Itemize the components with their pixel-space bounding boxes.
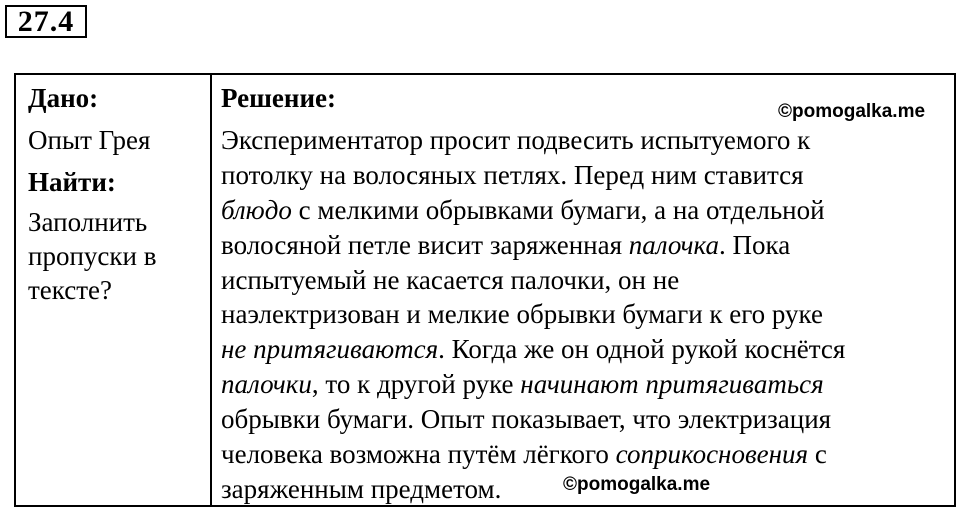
column-divider	[210, 75, 212, 505]
solution-text	[221, 123, 951, 507]
watermark-bottom: ©pomogalka.me	[563, 474, 711, 495]
italic-term: блюдо	[221, 194, 292, 225]
text-segment: с мелкими обрывками бумаги, а на отдельной	[291, 194, 825, 225]
solution-line	[221, 158, 951, 193]
text-segment: наэлектризован и мелкие обрывки бумаги к его руке	[221, 299, 823, 330]
find-value	[28, 205, 203, 307]
text-segment: с	[808, 439, 827, 470]
solution-line	[221, 402, 951, 437]
given-column	[28, 81, 203, 307]
find-heading: Найти:	[28, 167, 116, 197]
solution-heading: Решение:	[221, 83, 336, 113]
text-segment: Экспериментатор просит подвесить испытуемого к	[221, 125, 811, 155]
solution-line	[221, 263, 951, 298]
italic-term: палочка	[628, 229, 720, 260]
text-segment: обрывки бумаги. Опыт показывает, что электризация	[221, 404, 832, 435]
find-value-line: пропуски в	[28, 241, 157, 271]
solution-line	[221, 367, 951, 402]
text-segment: волосяной петле висит заряженная	[221, 229, 629, 260]
given-value: Опыт Грея	[28, 125, 151, 155]
task-table	[14, 73, 956, 507]
text-segment: человека возможна путём лёгкого	[221, 439, 616, 470]
italic-term: палочки	[221, 369, 312, 400]
solution-line	[221, 437, 951, 472]
text-segment: . Когда же он одной рукой коснётся	[438, 334, 846, 365]
solution-line	[221, 297, 951, 332]
solution-column	[221, 81, 951, 507]
task-number: 27.4	[5, 5, 87, 38]
find-value-line: тексте?	[28, 275, 112, 305]
solution-line	[221, 193, 951, 228]
italic-term: соприкосновения	[615, 439, 809, 470]
solution-line	[221, 228, 951, 263]
given-heading: Дано:	[28, 83, 99, 113]
text-segment: , то к другой руке	[311, 369, 521, 400]
italic-term: не притягиваются	[221, 334, 439, 365]
text-segment: . Пока	[719, 229, 791, 260]
text-segment: потолку на волосяных петлях. Перед ним ставится	[221, 159, 804, 190]
solution-line	[221, 123, 951, 158]
text-segment: испытуемый не касается палочки, он не	[221, 264, 680, 295]
solution-line	[221, 332, 951, 367]
watermark-top: ©pomogalka.me	[778, 101, 926, 122]
italic-term: начинают притягиваться	[520, 369, 824, 400]
text-segment: заряженным предметом.	[221, 473, 502, 504]
find-value-line: Заполнить	[28, 207, 148, 237]
